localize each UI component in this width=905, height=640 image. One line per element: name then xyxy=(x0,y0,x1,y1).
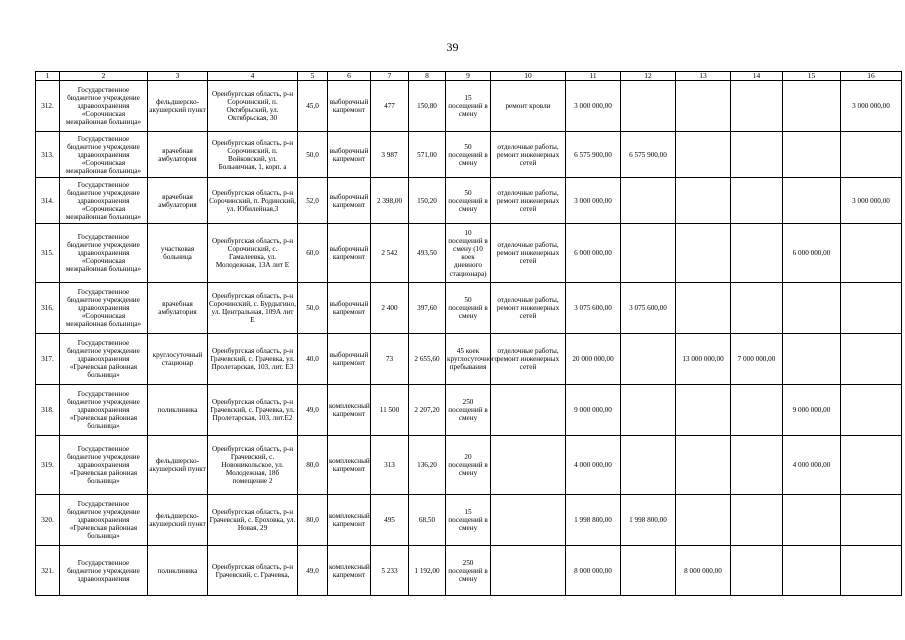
column-number: 12 xyxy=(621,72,676,81)
value-c7: 2 398,00 xyxy=(371,178,409,224)
row-number: 312. xyxy=(36,81,60,132)
cost-c15 xyxy=(783,178,841,224)
institution-name: Государственное бюджетное учреждение здравоохранения «Грачевская районная больница» xyxy=(60,334,148,385)
page-number: 39 xyxy=(446,40,459,54)
value-c7: 73 xyxy=(371,334,409,385)
table-body xyxy=(36,81,902,596)
capacity: 15 посещений в смену xyxy=(446,81,491,132)
institution-name: Государственное бюджетное учреждение здравоохранения «Грачевская районная больница» xyxy=(60,436,148,495)
repair-type: выборочный капремонт xyxy=(328,178,371,224)
column-number: 10 xyxy=(491,72,566,81)
wear-percent: 80,0 xyxy=(298,495,328,546)
column-number: 15 xyxy=(783,72,841,81)
wear-percent: 45,0 xyxy=(298,81,328,132)
cost-c12 xyxy=(621,224,676,283)
row-number: 314. xyxy=(36,178,60,224)
cost-c13: 13 000 000,00 xyxy=(676,334,731,385)
total-cost: 1 998 800,00 xyxy=(566,495,621,546)
column-number: 16 xyxy=(841,72,902,81)
facility-type: поликлиника xyxy=(148,385,208,436)
cost-c16 xyxy=(841,546,902,596)
address: Оренбургская область, р-н Сорочинский, с. Гамалеевка, ул. Молодежная, 13А лит Е xyxy=(208,224,298,283)
total-cost: 8 000 000,00 xyxy=(566,546,621,596)
row-number: 320. xyxy=(36,495,60,546)
capacity: 250 посещений в смену xyxy=(446,385,491,436)
cost-c14: 7 000 000,00 xyxy=(731,334,783,385)
institution-name: Государственное бюджетное учреждение здравоохранения «Сорочинская межрайонная больница» xyxy=(60,132,148,178)
facility-type: поликлиника xyxy=(148,546,208,596)
capacity: 20 посещений в смену xyxy=(446,436,491,495)
work-description: отделочные работы, ремонт инженерных сетей xyxy=(491,178,566,224)
work-description: отделочные работы, ремонт инженерных сетей xyxy=(491,334,566,385)
address: Оренбургская область, р-н Грачевский, с. Грачевка, ул. Пролетарская, 103, лит.Е2 xyxy=(208,385,298,436)
cost-c13 xyxy=(676,81,731,132)
table-header xyxy=(36,72,902,81)
capacity: 45 коек круглосуточного пребывания xyxy=(446,334,491,385)
table-row xyxy=(36,283,902,334)
table-row xyxy=(36,178,902,224)
cost-c13 xyxy=(676,385,731,436)
facility-type: фельдшерско-акушерский пункт xyxy=(148,436,208,495)
institution-name: Государственное бюджетное учреждение здравоохранения «Сорочинская межрайонная больница» xyxy=(60,178,148,224)
address: Оренбургская область, р-н Грачевский, с. Грачевка, ул. Пролетарская, 103, лит. Е3 xyxy=(208,334,298,385)
cost-c15: 4 000 000,00 xyxy=(783,436,841,495)
capacity: 50 посещений в смену xyxy=(446,178,491,224)
wear-percent: 40,0 xyxy=(298,334,328,385)
area: 493,50 xyxy=(409,224,446,283)
table-row xyxy=(36,81,902,132)
row-number: 318. xyxy=(36,385,60,436)
cost-c14 xyxy=(731,546,783,596)
column-number: 6 xyxy=(328,72,371,81)
facility-type: круглосуточный стационар xyxy=(148,334,208,385)
institution-name: Государственное бюджетное учреждение здравоохранения «Сорочинская межрайонная больница» xyxy=(60,283,148,334)
address: Оренбургская область, р-н Сорочинский, п. Октябрьский, ул. Октябрьская, 30 xyxy=(208,81,298,132)
cost-c13 xyxy=(676,178,731,224)
column-number: 5 xyxy=(298,72,328,81)
facility-type: врачебная амбулатория xyxy=(148,283,208,334)
cost-c16 xyxy=(841,283,902,334)
cost-c15 xyxy=(783,132,841,178)
address: Оренбургская область, р-н Сорочинский, с. Бурдыгино, ул. Центральная, 109А лит Е xyxy=(208,283,298,334)
area: 68,50 xyxy=(409,495,446,546)
cost-c16 xyxy=(841,436,902,495)
cost-c12 xyxy=(621,178,676,224)
row-number: 321. xyxy=(36,546,60,596)
value-c7: 313 xyxy=(371,436,409,495)
column-number: 2 xyxy=(60,72,148,81)
total-cost: 3 075 600,00 xyxy=(566,283,621,334)
area: 136,20 xyxy=(409,436,446,495)
area: 150,20 xyxy=(409,178,446,224)
area: 2 655,60 xyxy=(409,334,446,385)
table-row xyxy=(36,132,902,178)
area: 397,60 xyxy=(409,283,446,334)
value-c7: 477 xyxy=(371,81,409,132)
row-number: 316. xyxy=(36,283,60,334)
total-cost: 6 000 000,00 xyxy=(566,224,621,283)
table-row xyxy=(36,224,902,283)
facility-type: участковая больница xyxy=(148,224,208,283)
wear-percent: 80,0 xyxy=(298,436,328,495)
wear-percent: 50,0 xyxy=(298,132,328,178)
address: Оренбургская область, р-н Сорочинский, п. Войковский, ул. Больничная, 1, корп. а xyxy=(208,132,298,178)
total-cost: 6 575 900,00 xyxy=(566,132,621,178)
cost-c16 xyxy=(841,132,902,178)
cost-c13 xyxy=(676,283,731,334)
cost-c12 xyxy=(621,334,676,385)
table-row xyxy=(36,334,902,385)
work-description xyxy=(491,385,566,436)
cost-c12 xyxy=(621,81,676,132)
row-number: 319. xyxy=(36,436,60,495)
wear-percent: 52,0 xyxy=(298,178,328,224)
table-row xyxy=(36,495,902,546)
cost-c12: 6 575 900,00 xyxy=(621,132,676,178)
cost-c13 xyxy=(676,436,731,495)
cost-c14 xyxy=(731,385,783,436)
value-c7: 3 987 xyxy=(371,132,409,178)
cost-c16 xyxy=(841,224,902,283)
capacity: 250 посещений в смену xyxy=(446,546,491,596)
cost-c15 xyxy=(783,81,841,132)
column-number: 9 xyxy=(446,72,491,81)
work-description: отделочные работы, ремонт инженерных сетей xyxy=(491,224,566,283)
row-number: 315. xyxy=(36,224,60,283)
cost-c12 xyxy=(621,546,676,596)
column-number: 13 xyxy=(676,72,731,81)
facility-type: фельдшерско-акушерский пункт xyxy=(148,495,208,546)
address: Оренбургская область, р-н Грачевский, с. Новоникольское, ул. Молодежная, 18б помещение 2 xyxy=(208,436,298,495)
area: 1 192,00 xyxy=(409,546,446,596)
work-description: отделочные работы, ремонт инженерных сетей xyxy=(491,283,566,334)
institution-name: Государственное бюджетное учреждение здравоохранения «Сорочинская межрайонная больница» xyxy=(60,81,148,132)
cost-c14 xyxy=(731,132,783,178)
facility-type: фельдшерско-акушерский пункт xyxy=(148,81,208,132)
total-cost: 4 000 000,00 xyxy=(566,436,621,495)
capacity: 10 посещений в смену (10 коек дневного стационара) xyxy=(446,224,491,283)
cost-c15: 9 000 000,00 xyxy=(783,385,841,436)
row-number: 313. xyxy=(36,132,60,178)
cost-c15 xyxy=(783,334,841,385)
column-number: 11 xyxy=(566,72,621,81)
cost-c16: 3 000 000,00 xyxy=(841,178,902,224)
capacity: 15 посещений в смену xyxy=(446,495,491,546)
register-table xyxy=(35,71,902,596)
cost-c14 xyxy=(731,81,783,132)
work-description: отделочные работы, ремонт инженерных сетей xyxy=(491,132,566,178)
area: 150,80 xyxy=(409,81,446,132)
institution-name: Государственное бюджетное учреждение здравоохранения «Сорочинская межрайонная больница» xyxy=(60,224,148,283)
cost-c13 xyxy=(676,224,731,283)
institution-name: Государственное бюджетное учреждение здравоохранения xyxy=(60,546,148,596)
total-cost: 9 000 000,00 xyxy=(566,385,621,436)
value-c7: 495 xyxy=(371,495,409,546)
cost-c14 xyxy=(731,283,783,334)
cost-c14 xyxy=(731,436,783,495)
institution-name: Государственное бюджетное учреждение здравоохранения «Грачевская районная больница» xyxy=(60,495,148,546)
cost-c14 xyxy=(731,495,783,546)
value-c7: 5 233 xyxy=(371,546,409,596)
column-number: 14 xyxy=(731,72,783,81)
capacity: 50 посещений в смену xyxy=(446,132,491,178)
wear-percent: 49,0 xyxy=(298,546,328,596)
table-row xyxy=(36,436,902,495)
repair-type: комплексный капремонт xyxy=(328,546,371,596)
cost-c16 xyxy=(841,495,902,546)
row-number: 317. xyxy=(36,334,60,385)
cost-c16: 3 000 000,00 xyxy=(841,81,902,132)
work-description xyxy=(491,495,566,546)
total-cost: 3 000 000,00 xyxy=(566,81,621,132)
cost-c15 xyxy=(783,495,841,546)
cost-c12: 1 998 800,00 xyxy=(621,495,676,546)
work-description xyxy=(491,436,566,495)
cost-c12: 3 075 600,00 xyxy=(621,283,676,334)
value-c7: 2 400 xyxy=(371,283,409,334)
cost-c15 xyxy=(783,546,841,596)
cost-c14 xyxy=(731,224,783,283)
repair-type: выборочный капремонт xyxy=(328,334,371,385)
total-cost: 3 000 000,00 xyxy=(566,178,621,224)
cost-c12 xyxy=(621,385,676,436)
repair-type: выборочный капремонт xyxy=(328,81,371,132)
facility-type: врачебная амбулатория xyxy=(148,178,208,224)
wear-percent: 49,0 xyxy=(298,385,328,436)
repair-type: комплексный капремонт xyxy=(328,495,371,546)
wear-percent: 50,0 xyxy=(298,283,328,334)
column-number: 1 xyxy=(36,72,60,81)
area: 571,00 xyxy=(409,132,446,178)
address: Оренбургская область, р-н Сорочинский, п. Родинский, ул. Юбилейная,3 xyxy=(208,178,298,224)
cost-c15 xyxy=(783,283,841,334)
work-description: ремонт кровли xyxy=(491,81,566,132)
area: 2 207,20 xyxy=(409,385,446,436)
repair-type: комплексный капремонт xyxy=(328,385,371,436)
column-number-row xyxy=(36,72,902,81)
repair-type: выборочный капремонт xyxy=(328,132,371,178)
repair-type: выборочный капремонт xyxy=(328,283,371,334)
repair-type: комплексный капремонт xyxy=(328,436,371,495)
cost-c16 xyxy=(841,385,902,436)
repair-type: выборочный капремонт xyxy=(328,224,371,283)
cost-c16 xyxy=(841,334,902,385)
address: Оренбургская область, р-н Грачевский, с. Грачевка, xyxy=(208,546,298,596)
table-row xyxy=(36,546,902,596)
column-number: 7 xyxy=(371,72,409,81)
cost-c12 xyxy=(621,436,676,495)
column-number: 8 xyxy=(409,72,446,81)
cost-c15: 6 000 000,00 xyxy=(783,224,841,283)
capacity: 50 посещений в смену xyxy=(446,283,491,334)
value-c7: 11 500 xyxy=(371,385,409,436)
institution-name: Государственное бюджетное учреждение здравоохранения «Грачевская районная больница» xyxy=(60,385,148,436)
column-number: 4 xyxy=(208,72,298,81)
column-number: 3 xyxy=(148,72,208,81)
work-description xyxy=(491,546,566,596)
table-row xyxy=(36,385,902,436)
total-cost: 20 000 000,00 xyxy=(566,334,621,385)
cost-c13 xyxy=(676,132,731,178)
cost-c14 xyxy=(731,178,783,224)
value-c7: 2 542 xyxy=(371,224,409,283)
address: Оренбургская область, р-н Грачевский, с. Ероховка, ул. Новая, 29 xyxy=(208,495,298,546)
cost-c13: 8 000 000,00 xyxy=(676,546,731,596)
wear-percent: 60,0 xyxy=(298,224,328,283)
facility-type: врачебная амбулатория xyxy=(148,132,208,178)
cost-c13 xyxy=(676,495,731,546)
